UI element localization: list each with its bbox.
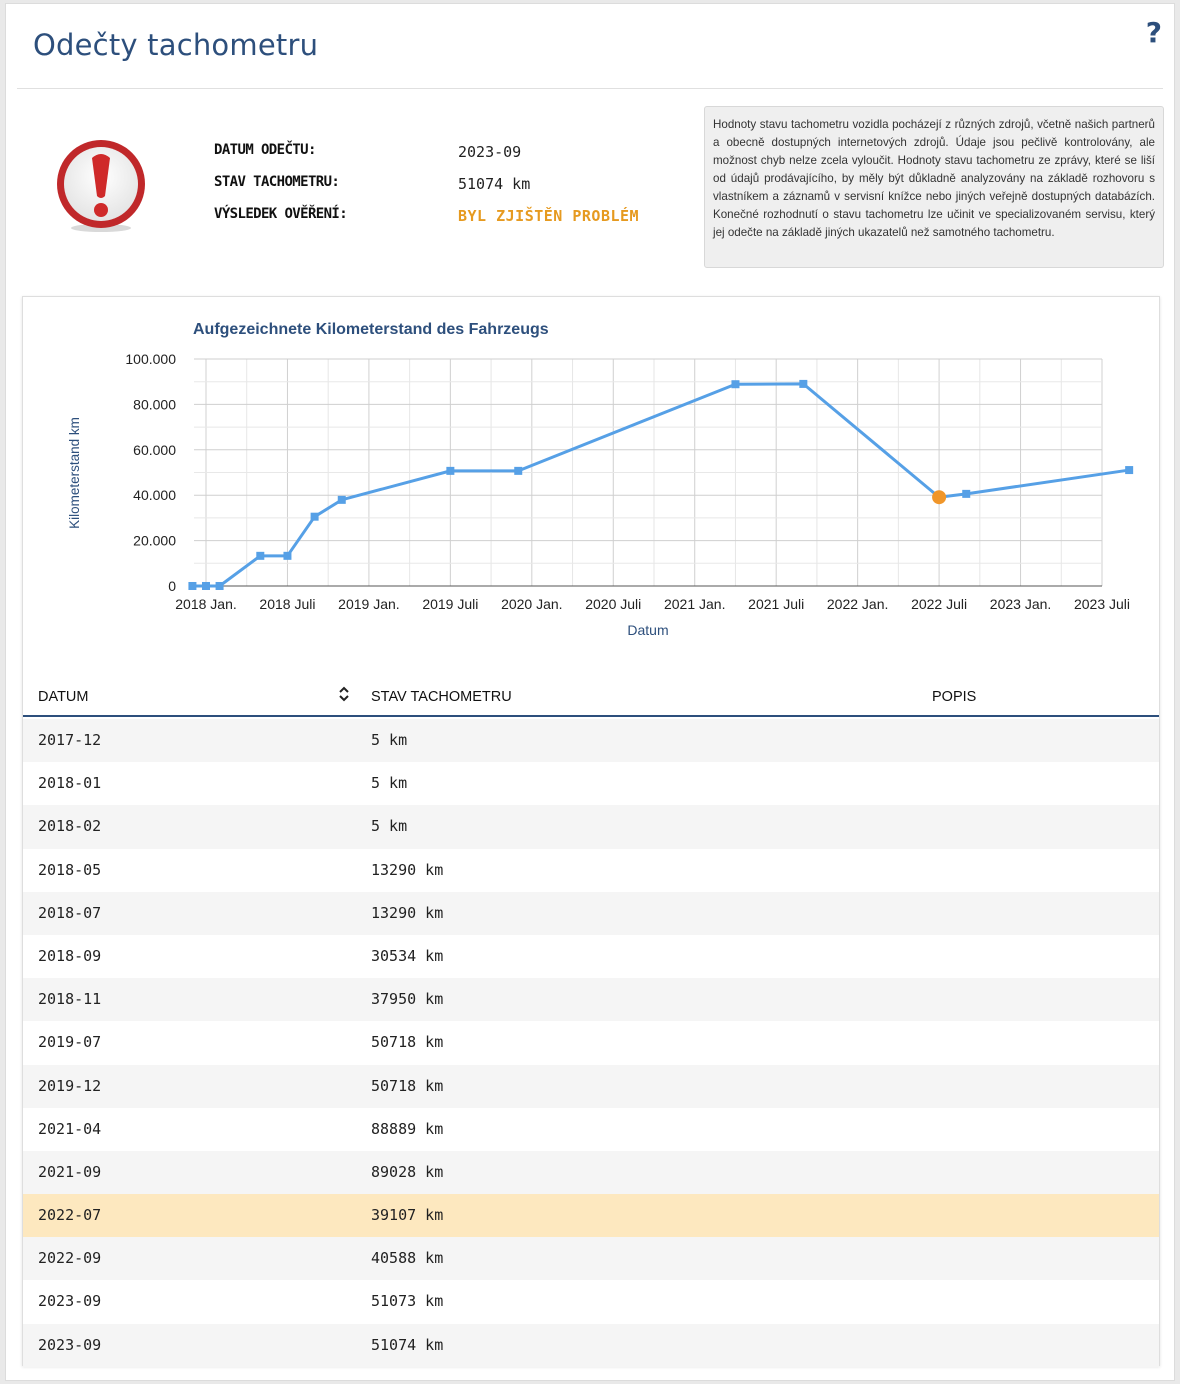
cell-odometer: 39107 km: [371, 1206, 444, 1225]
page-title: Odečty tachometru: [33, 28, 319, 62]
x-tick-label: 2019 Jan.: [338, 596, 400, 612]
y-tick-label: 20.000: [133, 532, 176, 549]
table-row: [23, 1280, 1159, 1323]
cell-date: 2019-12: [38, 1076, 102, 1095]
cell-date: 2018-01: [38, 774, 102, 793]
exclamation-warning-icon: [54, 136, 148, 236]
x-tick-label: 2018 Juli: [259, 596, 316, 612]
help-icon[interactable]: ?: [1145, 16, 1162, 49]
y-tick-label: 60.000: [133, 441, 176, 458]
data-point[interactable]: [338, 496, 346, 504]
chart-table-card: [22, 296, 1160, 1366]
table-body: [23, 719, 1159, 1367]
data-point[interactable]: [216, 582, 224, 590]
cell-date: 2023-09: [38, 1292, 102, 1311]
x-tick-label: 2018 Jan.: [175, 596, 237, 612]
data-point[interactable]: [188, 582, 196, 590]
x-tick-label: 2021 Jan.: [663, 596, 726, 612]
data-point[interactable]: [731, 380, 739, 388]
data-point[interactable]: [311, 513, 319, 521]
cell-odometer: 30534 km: [371, 946, 444, 965]
cell-date: 2018-07: [38, 903, 102, 922]
y-tick-label: 40.000: [133, 487, 176, 504]
odometer-panel: [5, 3, 1175, 1381]
cell-date: 2018-02: [38, 817, 102, 836]
title-divider: [17, 88, 1163, 89]
table-row: [23, 1324, 1159, 1367]
table-row: [23, 805, 1159, 848]
y-axis-label: Kilometerstand km: [67, 417, 82, 529]
table-row: [23, 849, 1159, 892]
chart-title: Aufgezeichnete Kilometerstand des Fahrzeugs: [193, 321, 549, 338]
reading-date-value: 2023-09: [458, 143, 522, 161]
odometer-label: STAV TACHOMETRU:: [214, 174, 340, 190]
y-tick-label: 100.000: [125, 351, 176, 367]
data-point[interactable]: [256, 552, 264, 560]
col-header-date[interactable]: DATUM: [38, 689, 89, 705]
reading-date-label: DATUM ODEČTU:: [214, 142, 316, 158]
table-row: [23, 892, 1159, 935]
table-row: [23, 762, 1159, 805]
cell-odometer: 89028 km: [371, 1162, 444, 1181]
data-point[interactable]: [514, 467, 522, 475]
cell-date: 2021-04: [38, 1119, 102, 1138]
cell-date: 2018-09: [38, 946, 102, 965]
x-tick-label: 2020 Juli: [585, 596, 642, 612]
data-point[interactable]: [799, 380, 807, 388]
verification-label: VÝSLEDEK OVĚŘENÍ:: [214, 206, 348, 222]
x-tick-label: 2022 Juli: [911, 596, 968, 612]
cell-date: 2017-12: [38, 731, 102, 749]
cell-date: 2018-05: [38, 860, 102, 879]
series-line: [192, 384, 1129, 586]
data-point[interactable]: [446, 467, 454, 475]
table-row: [23, 1021, 1159, 1064]
data-point[interactable]: [962, 490, 970, 498]
cell-odometer: 5 km: [371, 774, 408, 793]
x-tick-label: 2021 Juli: [748, 596, 805, 612]
verification-status: BYL ZJIŠTĚN PROBLÉM: [458, 207, 640, 225]
x-tick-label: 2023 Juli: [1073, 596, 1131, 612]
x-axis-label: Datum: [627, 622, 669, 638]
cell-odometer: 51074 km: [371, 1335, 444, 1354]
disclaimer-box: Hodnoty stavu tachometru vozidla pocházejí z různých zdrojů, včetně našich partnerů a obecně dostupných internetových zdrojů. Údaje jsou pečlivě kontrolovány, ale možnost chyb nelze zcela vyloučit. Hodnoty stavu tachometru ze zprávy, které se liší od údajů prodávajícího, by měly být důkladně analyzovány na základě rozhovoru s vlastníkem a záznamů v servisní knížce nebo jiných veřejně dostupných databázích. Konečné rozhodnutí o stavu tachometru lze učinit ve specializovaném servisu, který jej odečte na základě jiných ukazatelů než samotného tachometru.: [704, 106, 1164, 268]
cell-date: 2022-09: [38, 1249, 102, 1268]
cell-odometer: 13290 km: [371, 860, 444, 879]
cell-date: 2019-07: [38, 1033, 102, 1052]
cell-odometer: 50718 km: [371, 1076, 444, 1095]
cell-odometer: 50718 km: [371, 1033, 444, 1052]
cell-odometer: 13290 km: [371, 903, 444, 922]
table-row: [23, 1194, 1159, 1237]
x-tick-label: 2022 Jan.: [826, 596, 889, 612]
col-header-odometer[interactable]: STAV TACHOMETRU: [371, 689, 512, 705]
col-header-description[interactable]: POPIS: [932, 689, 977, 705]
cell-odometer: 5 km: [371, 817, 408, 836]
cell-date: 2023-09: [38, 1335, 102, 1354]
cell-odometer: 40588 km: [371, 1249, 444, 1268]
table-row: [23, 935, 1159, 978]
cell-odometer: 51073 km: [371, 1292, 444, 1311]
x-tick-label: 2023 Jan.: [989, 596, 1052, 612]
y-tick-label: 80.000: [133, 396, 176, 413]
x-tick-label: 2020 Jan.: [501, 596, 563, 612]
cell-odometer: 88889 km: [371, 1119, 444, 1138]
cell-date: 2021-09: [38, 1162, 102, 1181]
table-header: [23, 677, 1159, 717]
table-row: [23, 978, 1159, 1021]
table-row: [23, 1237, 1159, 1280]
anomaly-point[interactable]: [932, 490, 946, 504]
mileage-chart: [23, 297, 1159, 657]
cell-odometer: 37950 km: [371, 990, 444, 1009]
table-row: [23, 719, 1159, 762]
table-row: [23, 1108, 1159, 1151]
x-tick-label: 2019 Juli: [422, 596, 479, 612]
cell-odometer: 5 km: [371, 731, 408, 749]
y-tick-label: 0: [168, 578, 176, 594]
table-row: [23, 1065, 1159, 1108]
data-point[interactable]: [202, 582, 210, 590]
odometer-value: 51074 km: [458, 175, 531, 193]
data-point[interactable]: [1125, 466, 1133, 474]
sort-icon[interactable]: [338, 685, 350, 703]
cell-date: 2018-11: [38, 990, 102, 1009]
cell-date: 2022-07: [38, 1206, 102, 1225]
data-point[interactable]: [283, 552, 291, 560]
table-row: [23, 1151, 1159, 1194]
